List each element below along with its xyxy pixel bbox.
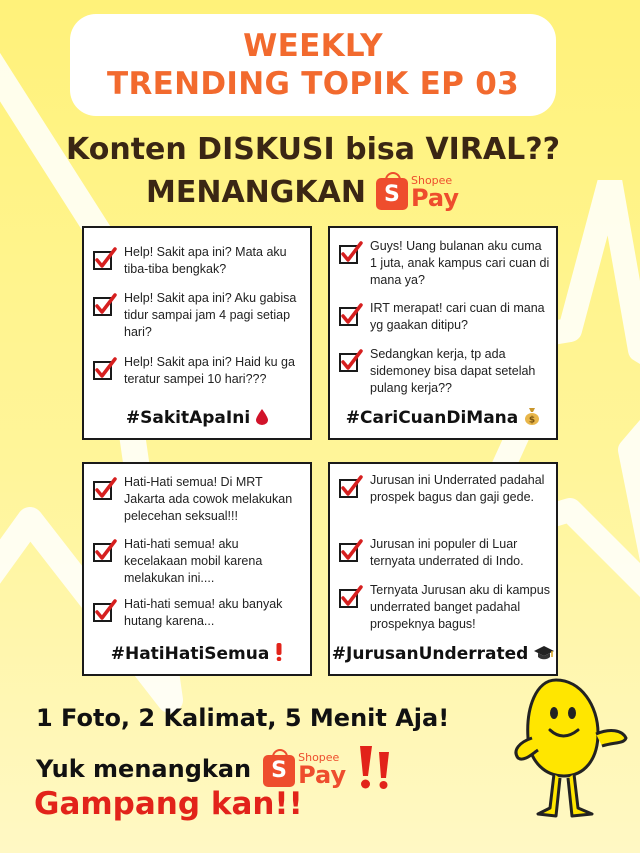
- check-mark-icon: [338, 240, 364, 266]
- hashtag-label: [330, 644, 556, 664]
- headline-line-2: [146, 175, 459, 210]
- check-mark-icon: [338, 348, 364, 374]
- shopeepay-logo-bottom: [263, 752, 346, 787]
- item-text: Hati-hati semua! aku banyak hutang karena...: [124, 597, 283, 628]
- topic-card-hati-hati: [82, 462, 312, 676]
- title-banner: [70, 14, 556, 116]
- shopee-bag-icon: S: [263, 755, 295, 787]
- item-text: Ternyata Jurusan aku di kampus underrated banget padahal prospeknya bagus!: [370, 583, 550, 631]
- item-text: Help! Sakit apa ini? Haid ku ga teratur sampei 10 hari???: [124, 355, 295, 386]
- check-mark-icon: [92, 292, 118, 318]
- hashtag-text: #CariCuanDiMana: [345, 408, 519, 428]
- check-mark-icon: [92, 246, 118, 272]
- hashtag-label: [84, 643, 310, 664]
- cta-yuk-menangkan: Yuk menangkan: [36, 755, 252, 783]
- check-mark-icon: [92, 476, 118, 502]
- cta-line-1: 1 Foto, 2 Kalimat, 5 Menit Aja!: [36, 704, 450, 732]
- item-text: Sedangkan kerja, tp ada sidemoney bisa dapat setelah pulang kerja??: [370, 347, 536, 395]
- money-bag-icon: [524, 407, 540, 425]
- check-mark-icon: [338, 584, 364, 610]
- list-item: [92, 536, 304, 587]
- check-mark-icon: [338, 538, 364, 564]
- list-item: [338, 346, 550, 397]
- title-line-2: TRENDING TOPIK EP 03: [107, 66, 519, 102]
- title-line-1: WEEKLY: [243, 28, 383, 64]
- item-text: Jurusan ini populer di Luar ternyata underrated di Indo.: [370, 537, 524, 568]
- hashtag-label: [330, 407, 556, 428]
- shopeepay-wordmark: [411, 175, 459, 210]
- list-item: [338, 536, 550, 570]
- check-mark-icon: [92, 598, 118, 624]
- shopeepay-wordmark: [298, 752, 346, 787]
- graduation-cap-icon: [534, 645, 554, 661]
- shopee-bag-icon: S: [376, 178, 408, 210]
- item-text: Hati-Hati semua! Di MRT Jakarta ada cowok melakukan pelecehan seksual!!!: [124, 475, 293, 523]
- check-mark-icon: [92, 538, 118, 564]
- check-mark-icon: [92, 356, 118, 382]
- list-item: [92, 290, 304, 341]
- shopee-label: Shopee: [298, 750, 340, 764]
- shopeepay-logo: [376, 175, 459, 210]
- headline-menangkan: MENANGKAN: [146, 175, 366, 210]
- list-item: [92, 474, 304, 525]
- item-text: IRT merapat! cari cuan di mana yg gaakan ditipu?: [370, 301, 545, 332]
- list-item: [92, 596, 304, 630]
- shopee-label: Shopee: [410, 174, 453, 187]
- check-mark-icon: [338, 302, 364, 328]
- drop-of-blood-icon: [256, 409, 268, 425]
- list-item: [338, 300, 550, 334]
- exclamation-icon: [275, 643, 283, 661]
- item-text: Help! Sakit apa ini? Mata aku tiba-tiba bengkak?: [124, 245, 287, 276]
- hashtag-text: #SakitApaIni: [125, 408, 251, 428]
- list-item: [92, 244, 304, 278]
- check-mark-icon: [338, 474, 364, 500]
- cta-line-3: Gampang kan!!: [34, 786, 303, 822]
- list-item: [338, 472, 550, 506]
- pay-label: Pay: [298, 760, 347, 789]
- item-text: Help! Sakit apa ini? Aku gabisa tidur sampai jam 4 pagi setiap hari?: [124, 291, 297, 339]
- headline-line-1: Konten DISKUSI bisa VIRAL??: [66, 132, 561, 167]
- mascot-character-icon: [506, 668, 636, 828]
- list-item: [92, 354, 304, 388]
- item-text: Jurusan ini Underrated padahal prospek bagus dan gaji gede.: [370, 473, 545, 504]
- topic-card-jurusan: [328, 462, 558, 676]
- hashtag-label: [84, 408, 310, 428]
- item-text: Hati-hati semua! aku kecelakaan mobil karena melakukan ini....: [124, 537, 263, 585]
- item-text: Guys! Uang bulanan aku cuma 1 juta, anak kampus cari cuan di mana ya?: [370, 239, 550, 287]
- topic-card-cuan: [328, 226, 558, 440]
- pay-label: Pay: [410, 184, 460, 212]
- hashtag-text: #JurusanUnderrated: [331, 644, 529, 664]
- list-item: [338, 582, 550, 633]
- list-item: [338, 238, 550, 289]
- double-exclamation-icon: [354, 746, 394, 792]
- topic-card-sakit: [82, 226, 312, 440]
- svg-text:$: $: [529, 415, 536, 425]
- hashtag-text: #HatiHatiSemua: [110, 644, 270, 664]
